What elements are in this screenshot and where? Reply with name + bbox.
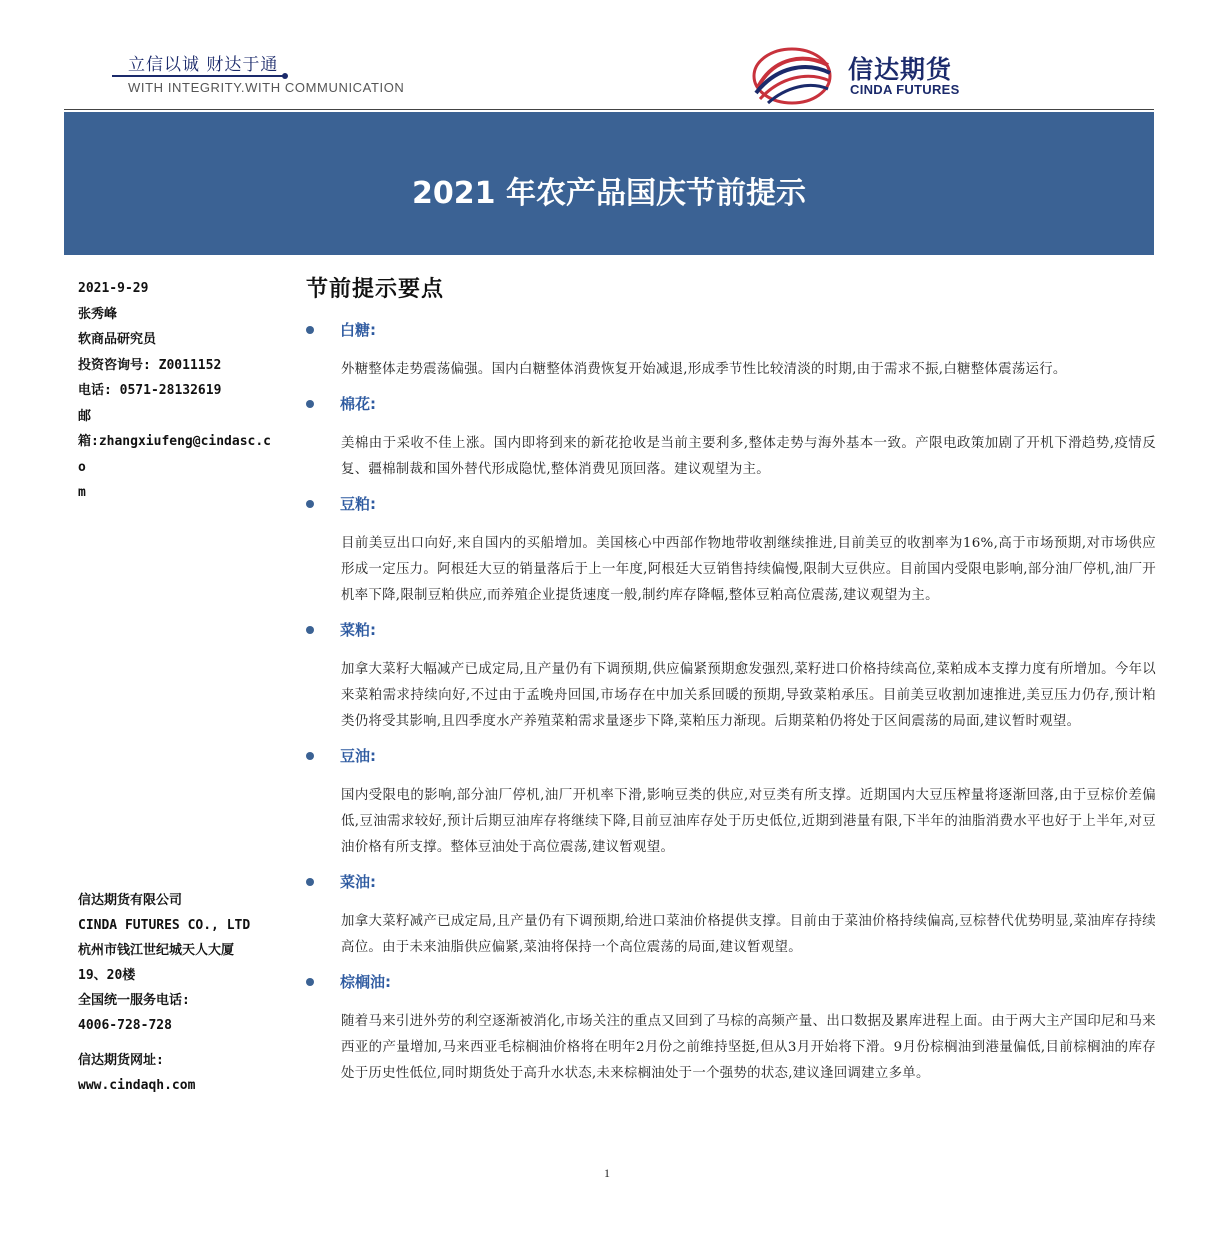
section-soybean-oil bbox=[306, 747, 1156, 861]
section-title: 白糖: bbox=[340, 321, 376, 339]
section-soymeal bbox=[306, 495, 1156, 609]
logo-chinese-name: 信达期货 bbox=[848, 55, 953, 84]
section-sugar bbox=[306, 321, 1156, 383]
author-phone: 电话: 0571-28132619 bbox=[78, 383, 222, 398]
cinda-logo-icon bbox=[752, 47, 832, 105]
author-license: 投资咨询号: Z0011152 bbox=[78, 357, 222, 373]
company-address: 杭州市钱江世纪城天人大厦 bbox=[78, 943, 235, 958]
header-divider bbox=[64, 109, 1154, 110]
section-text: 加拿大菜籽减产已成定局,且产量仍有下调预期,给进口菜油价格提供支撑。目前由于菜油价格持续偏高,豆棕替代优势明显,菜油库存持续高位。由于未来油脂供应偏紧,菜油将保持一个高位震荡的局面,建议暂观望。 bbox=[341, 914, 1156, 955]
section-text: 美棉由于采收不佳上涨。国内即将到来的新花抢收是当前主要利多,整体走势与海外基本一致。产限电政策加剧了开机下滑趋势,疫情反复、疆棉制裁和国外替代形成隐忧,整体消费见顶回落。建议观望为主。 bbox=[341, 436, 1156, 477]
company-address-floor: 19、20楼 bbox=[78, 968, 136, 983]
section-rapeseed-meal bbox=[306, 621, 1156, 735]
author-email-tail: m bbox=[78, 485, 86, 500]
section-palm-oil bbox=[306, 973, 1156, 1087]
company-name: 信达期货有限公司 bbox=[78, 893, 183, 908]
slogan-underline bbox=[112, 75, 284, 77]
section-text: 随着马来引进外劳的利空逐渐被消化,市场关注的重点又回到了马棕的高频产量、出口数据及累库进程上面。由于两大主产国印尼和马来西亚的产量增加,马来西亚毛棕榈油价格将在明年2月份之前维持坚挺,但从3月开始将下滑。9月份棕榈油到港量偏低,目前棕榈油的库存处于历史性低位,同时期货处于高升水状态,未来棕榈油处于一个强势的状态,建议逢回调建立多单。 bbox=[341, 1014, 1156, 1081]
bullet-icon bbox=[306, 626, 314, 634]
section-text: 外糖整体走势震荡偏强。国内白糖整体消费恢复开始减退,形成季节性比较清淡的时期,由于需求不振,白糖整体震荡运行。 bbox=[341, 362, 1067, 377]
bullet-icon bbox=[306, 878, 314, 886]
slogan-chinese: 立信以诚 财达于通 bbox=[128, 55, 279, 75]
main-content bbox=[306, 272, 1156, 1087]
author-department: 软商品研究员 bbox=[78, 332, 157, 347]
section-text: 加拿大菜籽大幅减产已成定局,且产量仍有下调预期,供应偏紧预期愈发强烈,菜籽进口价格持续高位,菜粕成本支撑力度有所增加。今年以来菜粕需求持续向好,不过由于孟晚舟回国,市场存在中加关系回暖的预期,导致菜粕承压。目前美豆收割加速推进,美豆压力仍存,预计粕类仍将受其影响,且四季度水产养殖菜粕需求量逐步下降,菜粕压力渐现。后期菜粕仍将处于区间震荡的局面,建议暂时观望。 bbox=[341, 662, 1156, 729]
bullet-icon bbox=[306, 752, 314, 760]
author-email-label: 邮 bbox=[78, 408, 92, 424]
hotline-number: 4006-728-728 bbox=[78, 1018, 172, 1033]
section-text: 国内受限电的影响,部分油厂停机,油厂开机率下滑,影响豆类的供应,对豆类有所支撑。近期国内大豆压榨量将逐渐回落,由于豆棕价差偏低,豆油需求较好,预计后期豆油库存将继续下降,目前豆油库存处于历史低位,近期到港量有限,下半年的油脂消费水平也好于上半年,对豆油价格有所支撑。整体豆油处于高位震荡,建议暂观望。 bbox=[341, 788, 1156, 855]
website-url[interactable]: www.cindaqh.com bbox=[78, 1078, 196, 1093]
author-email: 箱:zhangxiufeng@cindasc.co bbox=[78, 434, 272, 475]
section-title: 棕榈油: bbox=[340, 973, 391, 991]
website-label: 信达期货网址: bbox=[78, 1053, 164, 1068]
bullet-icon bbox=[306, 326, 314, 334]
bullet-icon bbox=[306, 500, 314, 508]
bullet-icon bbox=[306, 978, 314, 986]
section-rapeseed-oil bbox=[306, 873, 1156, 961]
section-text: 目前美豆出口向好,来自国内的买船增加。美国核心中西部作物地带收割继续推进,目前美豆的收割率为16%,高于市场预期,对市场供应形成一定压力。阿根廷大豆的销量落后于上一年度,阿根廷大豆销售持续偏慢,限制大豆供应。目前国内受限电影响,部分油厂停机,油厂开机率下降,限制豆粕供应,而养殖企业提货速度一般,制约库存降幅,整体豆粕高位震荡,建议观望为主。 bbox=[341, 536, 1156, 603]
section-title: 棉花: bbox=[340, 395, 376, 413]
title-banner bbox=[64, 112, 1154, 255]
hotline-label: 全国统一服务电话: bbox=[78, 993, 190, 1008]
logo-english-name: CINDA FUTURES bbox=[850, 82, 960, 97]
author-name: 张秀峰 bbox=[78, 306, 118, 322]
report-date: 2021-9-29 bbox=[78, 281, 149, 296]
company-info bbox=[78, 888, 288, 1098]
page-number: 1 bbox=[604, 1166, 610, 1180]
section-title: 菜粕: bbox=[340, 621, 376, 639]
author-info bbox=[78, 276, 278, 506]
section-heading: 节前提示要点 bbox=[306, 276, 445, 302]
section-cotton bbox=[306, 395, 1156, 483]
section-title: 豆油: bbox=[340, 747, 376, 765]
section-title: 菜油: bbox=[340, 873, 376, 891]
section-title: 豆粕: bbox=[340, 495, 376, 513]
report-title: 2021 年农产品国庆节前提示 bbox=[412, 176, 806, 211]
bullet-icon bbox=[306, 400, 314, 408]
company-name-english: CINDA FUTURES CO., LTD bbox=[78, 918, 251, 933]
slogan-english: WITH INTEGRITY.WITH COMMUNICATION bbox=[128, 80, 405, 95]
